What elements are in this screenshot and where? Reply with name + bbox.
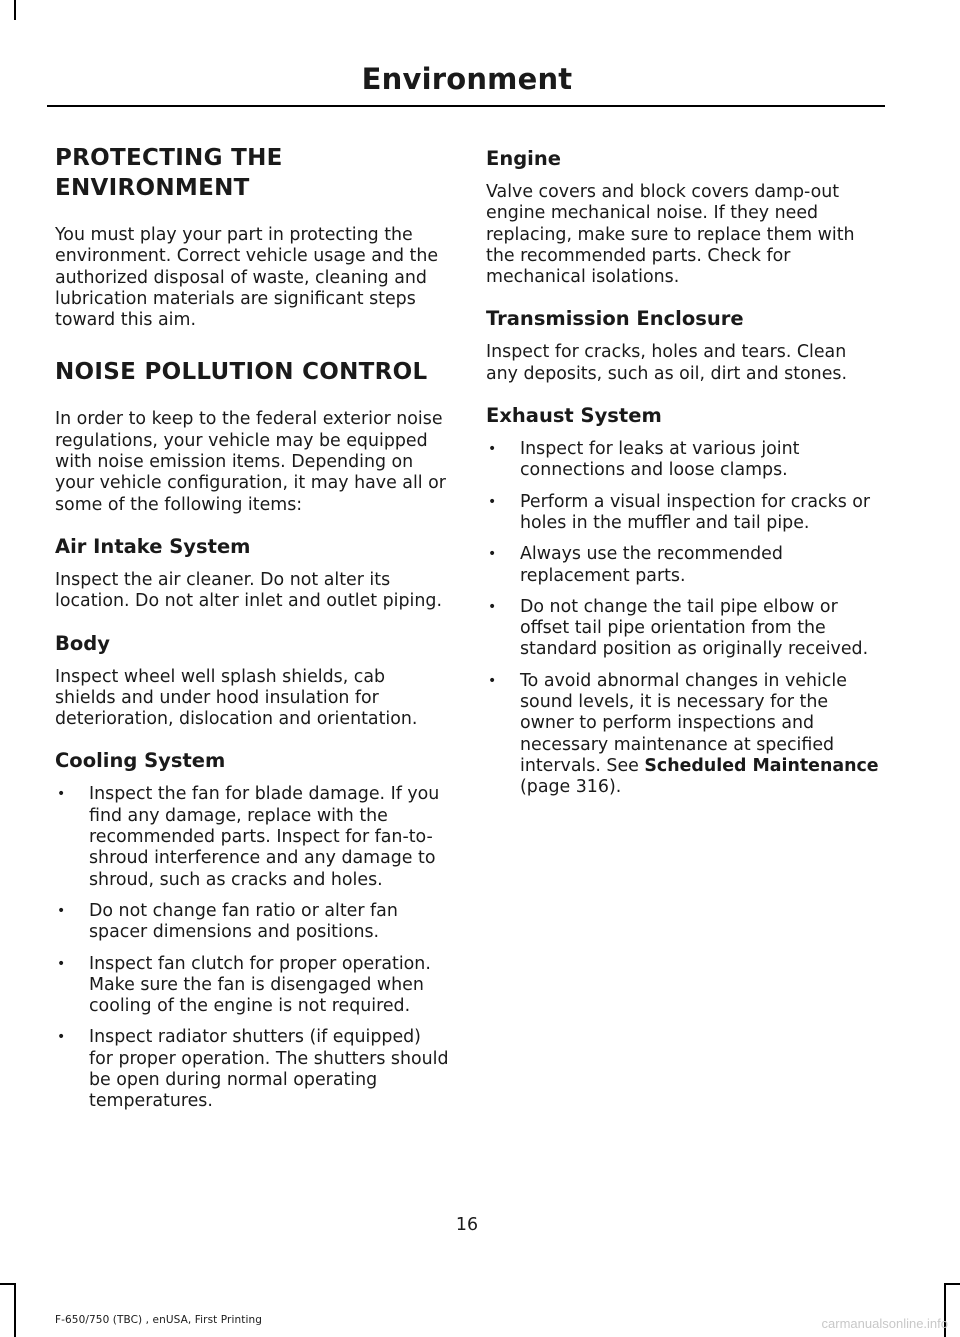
left-column (55, 143, 450, 1123)
list-item: • Inspect for leaks at various joint connections and loose clamps. (486, 439, 881, 482)
paragraph-engine: Valve covers and block covers damp-out engine mechanical noise. If they need replacing, make sure to replace them with the recommended parts. Check for mechanical isolations. (486, 182, 855, 288)
list-item: • Do not change fan ratio or alter fan spacer dimensions and positions. (55, 901, 450, 944)
heading-cooling-system: Cooling System (55, 749, 226, 773)
heading-engine: Engine (486, 147, 561, 170)
watermark: carmanualsonline.info (821, 1316, 948, 1331)
heading-noise-pollution: NOISE POLLUTION CONTROL (55, 359, 428, 386)
list-item: • Inspect the fan for blade damage. If you find any damage, replace with the recommended parts. Inspect for fan-to-shroud interference and any damage to shroud, such as cracks and holes. (55, 784, 450, 890)
list-item: • Perform a visual inspection for cracks or holes in the muffler and tail pipe. (486, 492, 881, 535)
cooling-list (55, 784, 450, 1112)
list-item: • Inspect radiator shutters (if equipped) for proper operation. The shutters should be open during normal operating temperatures. (55, 1027, 450, 1112)
list-item: • Do not change the tail pipe elbow or offset tail pipe orientation from the standard position as originally received. (486, 597, 881, 661)
crop-mark-top-left (14, 0, 16, 20)
crop-mark-bottom-right-h (944, 1283, 960, 1285)
heading-body: Body (55, 631, 110, 655)
heading-protecting-environment: PROTECTING THE ENVIRONMENT (55, 145, 283, 201)
paragraph-protecting: You must play your part in protecting the environment. Correct vehicle usage and the authorized disposal of waste, cleaning and lubrication materials are significant steps toward this aim. (55, 225, 439, 331)
page-header-title: Environment (361, 62, 573, 96)
paragraph-body: Inspect wheel well splash shields, cab shields and under hood insulation for deterioration, dislocation and orientation. (55, 666, 418, 730)
list-item: • Inspect fan clutch for proper operation. Make sure the fan is disengaged when cooling of the engine is not required. (55, 954, 450, 1018)
exhaust-list (486, 439, 881, 798)
crop-mark-bottom-left (14, 1283, 16, 1337)
page-number: 16 (455, 1215, 479, 1235)
right-column (486, 143, 881, 809)
list-item-text: To avoid abnormal changes in vehicle sound levels, it is necessary for the owner to perform inspections and necessary maintenance at specified intervals. See (520, 670, 847, 776)
list-item: • Always use the recommended replacement parts. (486, 544, 881, 587)
cross-reference-link[interactable]: Scheduled Maintenance (644, 755, 879, 776)
heading-exhaust-system: Exhaust System (486, 404, 662, 428)
paragraph-noise: In order to keep to the federal exterior noise regulations, your vehicle may be equipped with noise emission items. Depending on your vehicle configuration, it may have all or some of the following items: (55, 409, 446, 515)
paragraph-transmission: Inspect for cracks, holes and tears. Clean any deposits, such as oil, dirt and stones. (486, 342, 847, 384)
paragraph-air-intake: Inspect the air cleaner. Do not alter its location. Do not alter inlet and outlet piping. (55, 569, 442, 612)
list-item (486, 671, 881, 799)
footer-doc-info: F-650/750 (TBC) , enUSA, First Printing (55, 1314, 262, 1326)
header-rule (47, 105, 885, 107)
heading-air-intake: Air Intake System (55, 534, 251, 558)
crop-mark-bottom-left-h (0, 1283, 16, 1285)
page-reference: (page 316). (520, 777, 622, 798)
heading-transmission-enclosure: Transmission Enclosure (486, 307, 744, 331)
